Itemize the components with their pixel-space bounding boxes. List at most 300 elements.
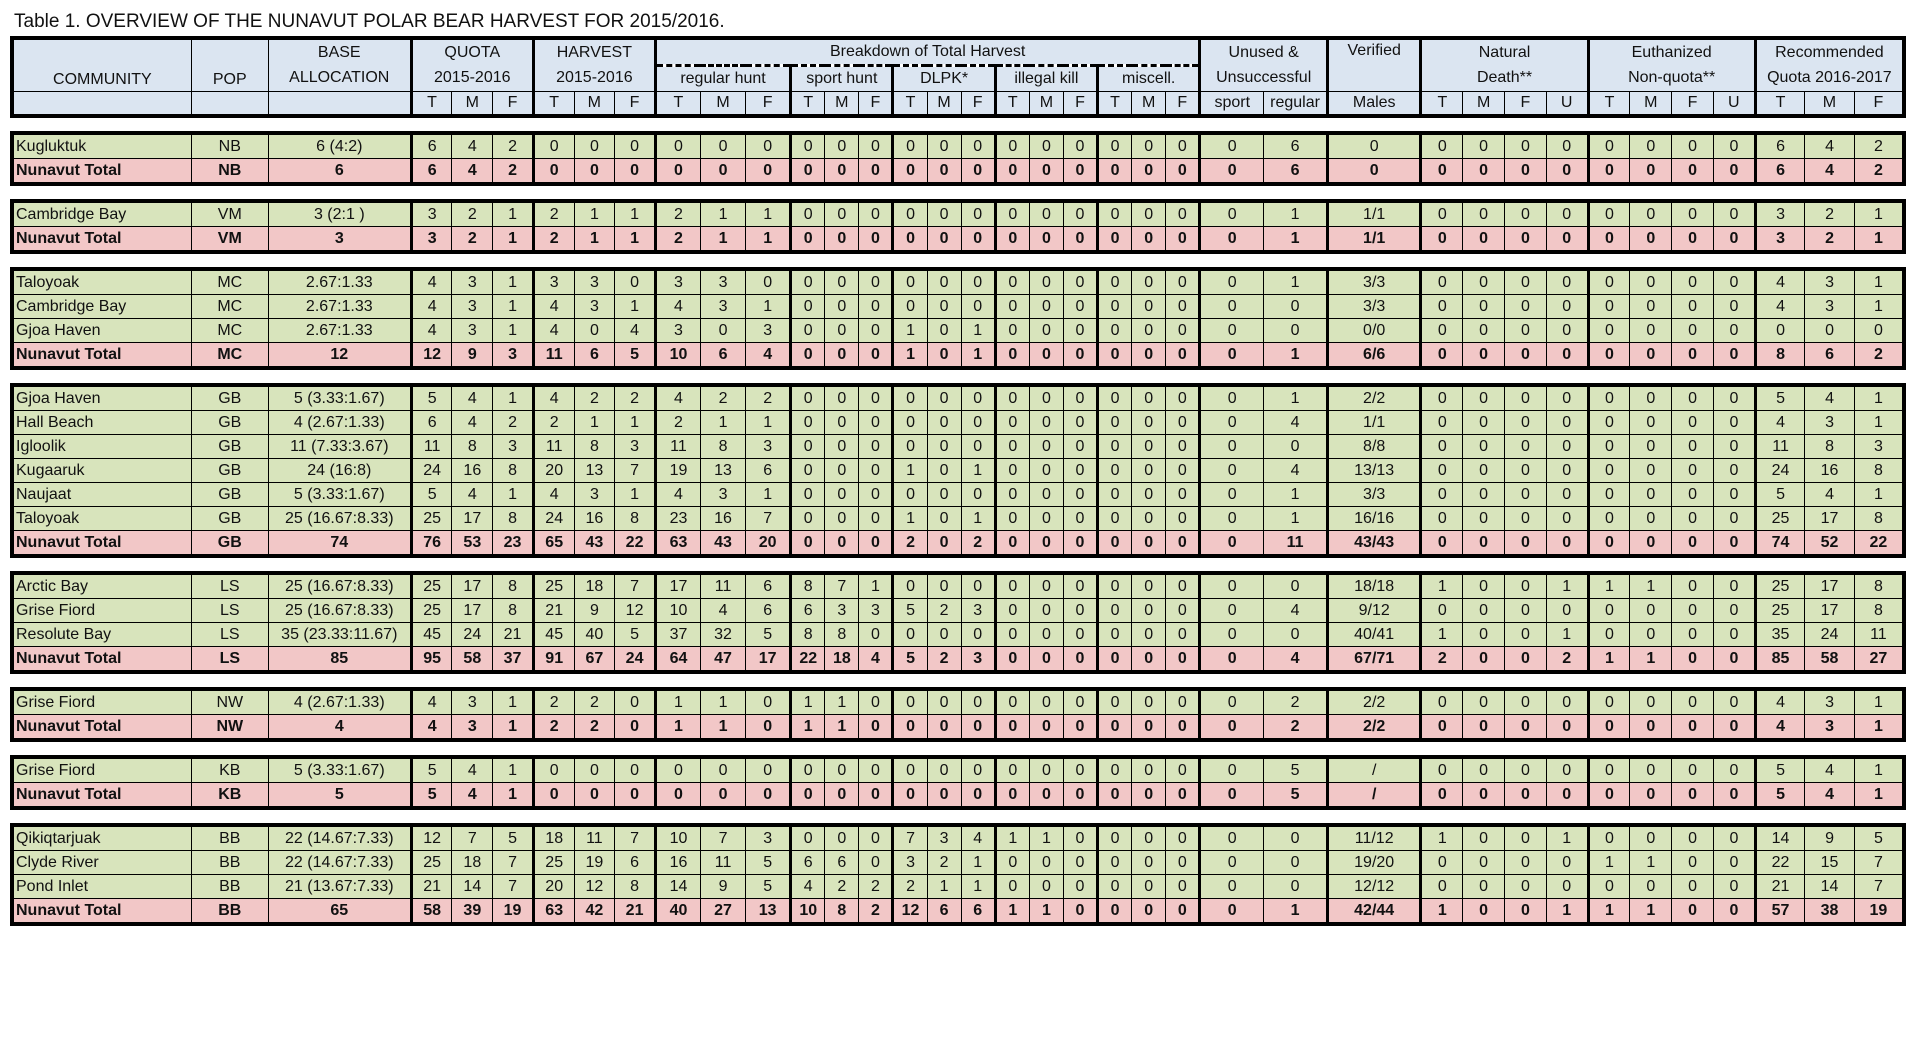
- cell-quota-m: 4: [452, 757, 493, 783]
- cell-base-allocation: 21 (13.67:7.33): [268, 875, 411, 899]
- cell-unused-regular: 4: [1264, 599, 1328, 623]
- cell-community: Nunavut Total: [12, 531, 191, 557]
- cell-miscell-t: 0: [1098, 783, 1132, 809]
- cell-natural-f: 0: [1505, 319, 1547, 343]
- cell-harvest-t: 11: [533, 435, 574, 459]
- cell-natural-t: 0: [1421, 385, 1463, 411]
- cell-natural-t: 0: [1421, 343, 1463, 369]
- cell-miscell-m: 0: [1132, 385, 1166, 411]
- cell-euth-t: 0: [1588, 269, 1630, 295]
- cell-euth-t: 0: [1588, 715, 1630, 741]
- cell-harvest-t: 11: [533, 343, 574, 369]
- cell-euth-m: 1: [1630, 851, 1672, 875]
- header-breakdown: Breakdown of Total Harvest: [655, 38, 1200, 66]
- cell-sport-m: 0: [825, 227, 859, 253]
- cell-unused-regular: 1: [1264, 385, 1328, 411]
- cell-sport-t: 0: [791, 159, 825, 185]
- cell-illegal-f: 0: [1063, 295, 1097, 319]
- cell-community: Cambridge Bay: [12, 201, 191, 227]
- cell-rec-t: 8: [1755, 343, 1805, 369]
- cell-natural-u: 0: [1546, 159, 1588, 185]
- cell-illegal-m: 0: [1029, 385, 1063, 411]
- cell-rec-f: 1: [1854, 295, 1904, 319]
- cell-euth-t: 0: [1588, 531, 1630, 557]
- cell-rec-m: 3: [1805, 689, 1855, 715]
- header-blank: [191, 92, 268, 117]
- cell-sport-t: 0: [791, 757, 825, 783]
- cell-rec-f: 8: [1854, 459, 1904, 483]
- cell-unused-sport: 0: [1200, 715, 1264, 741]
- cell-unused-sport: 0: [1200, 875, 1264, 899]
- header-t: T: [791, 92, 825, 117]
- cell-regular-f: 6: [746, 599, 791, 623]
- cell-sport-m: 1: [825, 715, 859, 741]
- cell-miscell-m: 0: [1132, 573, 1166, 599]
- cell-quota-m: 7: [452, 825, 493, 851]
- cell-rec-f: 1: [1854, 269, 1904, 295]
- cell-regular-f: 3: [746, 435, 791, 459]
- cell-community: Kugaaruk: [12, 459, 191, 483]
- cell-rec-f: 27: [1854, 647, 1904, 673]
- cell-unused-regular: 0: [1264, 295, 1328, 319]
- cell-quota-m: 9: [452, 343, 493, 369]
- harvest-table: [10, 36, 1906, 926]
- population-group: [10, 199, 1906, 254]
- cell-rec-m: 58: [1805, 647, 1855, 673]
- population-group: [10, 571, 1906, 674]
- cell-euth-u: 0: [1714, 319, 1756, 343]
- cell-illegal-t: 0: [995, 851, 1029, 875]
- cell-regular-t: 0: [655, 159, 700, 185]
- cell-verified-males: 0/0: [1327, 319, 1421, 343]
- cell-illegal-f: 0: [1063, 715, 1097, 741]
- cell-natural-u: 0: [1546, 201, 1588, 227]
- cell-sport-m: 0: [825, 483, 859, 507]
- cell-harvest-f: 0: [615, 715, 656, 741]
- cell-natural-m: 0: [1463, 385, 1505, 411]
- cell-miscell-m: 0: [1132, 295, 1166, 319]
- cell-sport-f: 0: [859, 227, 893, 253]
- header-verified-1: Verified: [1327, 38, 1420, 92]
- cell-dlpk-t: 5: [893, 647, 927, 673]
- cell-quota-f: 3: [493, 343, 534, 369]
- cell-euth-m: 0: [1630, 507, 1672, 531]
- cell-natural-m: 0: [1463, 599, 1505, 623]
- cell-miscell-t: 0: [1098, 507, 1132, 531]
- cell-natural-f: 0: [1505, 757, 1547, 783]
- total-row: [12, 343, 1904, 369]
- cell-miscell-f: 0: [1166, 269, 1200, 295]
- cell-pop: BB: [191, 825, 268, 851]
- cell-miscell-t: 0: [1098, 573, 1132, 599]
- cell-unused-sport: 0: [1200, 343, 1264, 369]
- cell-dlpk-t: 0: [893, 269, 927, 295]
- cell-community: Nunavut Total: [12, 647, 191, 673]
- header-community: COMMUNITY: [12, 38, 191, 92]
- cell-natural-t: 0: [1421, 319, 1463, 343]
- cell-unused-sport: 0: [1200, 573, 1264, 599]
- cell-harvest-m: 40: [574, 623, 615, 647]
- cell-harvest-f: 0: [615, 757, 656, 783]
- cell-dlpk-t: 2: [893, 875, 927, 899]
- cell-rec-t: 25: [1755, 599, 1805, 623]
- cell-euth-f: 0: [1672, 269, 1714, 295]
- cell-miscell-t: 0: [1098, 757, 1132, 783]
- cell-euth-u: 0: [1714, 159, 1756, 185]
- cell-natural-t: 1: [1421, 573, 1463, 599]
- cell-unused-regular: 0: [1264, 623, 1328, 647]
- cell-base-allocation: 2.67:1.33: [268, 269, 411, 295]
- table-row: [12, 483, 1904, 507]
- header-m: M: [927, 92, 961, 117]
- cell-rec-t: 25: [1755, 573, 1805, 599]
- cell-illegal-t: 0: [995, 385, 1029, 411]
- cell-pop: NB: [191, 159, 268, 185]
- cell-illegal-f: 0: [1063, 343, 1097, 369]
- cell-rec-t: 85: [1755, 647, 1805, 673]
- cell-quota-m: 4: [452, 385, 493, 411]
- cell-sport-m: 3: [825, 599, 859, 623]
- header-m: M: [825, 92, 859, 117]
- cell-base-allocation: 25 (16.67:8.33): [268, 507, 411, 531]
- cell-unused-sport: 0: [1200, 531, 1264, 557]
- cell-natural-u: 1: [1546, 573, 1588, 599]
- cell-harvest-f: 1: [615, 201, 656, 227]
- cell-miscell-m: 0: [1132, 227, 1166, 253]
- cell-miscell-m: 0: [1132, 715, 1166, 741]
- cell-miscell-t: 0: [1098, 531, 1132, 557]
- cell-sport-t: 0: [791, 459, 825, 483]
- cell-unused-regular: 4: [1264, 411, 1328, 435]
- cell-quota-t: 5: [411, 783, 452, 809]
- cell-dlpk-f: 0: [961, 623, 995, 647]
- cell-base-allocation: 3 (2:1 ): [268, 201, 411, 227]
- cell-rec-t: 4: [1755, 295, 1805, 319]
- population-group: [10, 687, 1906, 742]
- cell-rec-t: 22: [1755, 851, 1805, 875]
- cell-unused-sport: 0: [1200, 483, 1264, 507]
- cell-illegal-f: 0: [1063, 623, 1097, 647]
- cell-illegal-f: 0: [1063, 825, 1097, 851]
- cell-rec-m: 0: [1805, 319, 1855, 343]
- cell-quota-m: 3: [452, 295, 493, 319]
- cell-sport-f: 0: [859, 757, 893, 783]
- cell-harvest-m: 11: [574, 825, 615, 851]
- cell-illegal-m: 0: [1029, 507, 1063, 531]
- header-unused-2: Unsuccessful: [1200, 66, 1328, 92]
- cell-base-allocation: 3: [268, 227, 411, 253]
- cell-dlpk-f: 0: [961, 411, 995, 435]
- cell-miscell-m: 0: [1132, 875, 1166, 899]
- cell-harvest-f: 7: [615, 573, 656, 599]
- cell-illegal-f: 0: [1063, 573, 1097, 599]
- cell-base-allocation: 6: [268, 159, 411, 185]
- cell-rec-m: 8: [1805, 435, 1855, 459]
- cell-illegal-f: 0: [1063, 411, 1097, 435]
- cell-illegal-t: 0: [995, 531, 1029, 557]
- cell-rec-t: 6: [1755, 133, 1805, 159]
- cell-community: Hall Beach: [12, 411, 191, 435]
- cell-euth-m: 0: [1630, 385, 1672, 411]
- cell-regular-m: 11: [701, 573, 746, 599]
- cell-base-allocation: 65: [268, 899, 411, 925]
- cell-dlpk-t: 1: [893, 319, 927, 343]
- cell-sport-f: 0: [859, 201, 893, 227]
- table-title: Table 1. OVERVIEW OF THE NUNAVUT POLAR BEAR HARVEST FOR 2015/2016.: [14, 11, 725, 32]
- cell-illegal-t: 0: [995, 459, 1029, 483]
- cell-quota-m: 39: [452, 899, 493, 925]
- cell-miscell-f: 0: [1166, 623, 1200, 647]
- cell-natural-f: 0: [1505, 385, 1547, 411]
- cell-dlpk-m: 0: [927, 573, 961, 599]
- cell-natural-m: 0: [1463, 319, 1505, 343]
- header-base-1: BASE: [268, 38, 411, 66]
- cell-verified-males: 11/12: [1327, 825, 1421, 851]
- cell-euth-t: 1: [1588, 851, 1630, 875]
- cell-rec-m: 17: [1805, 573, 1855, 599]
- cell-euth-m: 0: [1630, 435, 1672, 459]
- cell-unused-regular: 2: [1264, 715, 1328, 741]
- population-group: [10, 823, 1906, 926]
- cell-harvest-t: 2: [533, 411, 574, 435]
- cell-miscell-t: 0: [1098, 319, 1132, 343]
- cell-illegal-m: 0: [1029, 133, 1063, 159]
- cell-natural-m: 0: [1463, 343, 1505, 369]
- cell-miscell-f: 0: [1166, 385, 1200, 411]
- cell-sport-f: 2: [859, 875, 893, 899]
- cell-verified-males: 67/71: [1327, 647, 1421, 673]
- cell-miscell-t: 0: [1098, 689, 1132, 715]
- cell-miscell-t: 0: [1098, 435, 1132, 459]
- cell-natural-m: 0: [1463, 411, 1505, 435]
- cell-harvest-m: 3: [574, 269, 615, 295]
- cell-sport-m: 0: [825, 343, 859, 369]
- cell-rec-f: 1: [1854, 227, 1904, 253]
- cell-community: Gjoa Haven: [12, 319, 191, 343]
- cell-rec-t: 4: [1755, 411, 1805, 435]
- cell-harvest-m: 6: [574, 343, 615, 369]
- cell-community: Taloyoak: [12, 269, 191, 295]
- cell-dlpk-m: 3: [927, 825, 961, 851]
- cell-sport-f: 0: [859, 715, 893, 741]
- cell-miscell-m: 0: [1132, 201, 1166, 227]
- cell-sport-t: 22: [791, 647, 825, 673]
- cell-quota-t: 25: [411, 851, 452, 875]
- cell-euth-m: 0: [1630, 269, 1672, 295]
- cell-regular-m: 1: [701, 201, 746, 227]
- cell-illegal-m: 0: [1029, 269, 1063, 295]
- cell-regular-f: 7: [746, 507, 791, 531]
- cell-regular-f: 1: [746, 411, 791, 435]
- cell-miscell-m: 0: [1132, 435, 1166, 459]
- cell-regular-m: 32: [701, 623, 746, 647]
- cell-unused-sport: 0: [1200, 201, 1264, 227]
- header-m: M: [574, 92, 615, 117]
- cell-rec-f: 2: [1854, 133, 1904, 159]
- cell-quota-f: 1: [493, 783, 534, 809]
- cell-illegal-f: 0: [1063, 269, 1097, 295]
- cell-regular-m: 7: [701, 825, 746, 851]
- cell-harvest-t: 20: [533, 875, 574, 899]
- cell-natural-t: 0: [1421, 757, 1463, 783]
- cell-illegal-m: 0: [1029, 689, 1063, 715]
- cell-miscell-m: 0: [1132, 757, 1166, 783]
- cell-illegal-m: 0: [1029, 573, 1063, 599]
- cell-miscell-f: 0: [1166, 411, 1200, 435]
- cell-pop: GB: [191, 435, 268, 459]
- cell-natural-f: 0: [1505, 851, 1547, 875]
- cell-euth-m: 0: [1630, 531, 1672, 557]
- cell-euth-u: 0: [1714, 599, 1756, 623]
- cell-regular-f: 3: [746, 319, 791, 343]
- cell-sport-f: 0: [859, 435, 893, 459]
- table-row: [12, 851, 1904, 875]
- cell-harvest-t: 3: [533, 269, 574, 295]
- cell-dlpk-m: 0: [927, 269, 961, 295]
- cell-regular-m: 0: [701, 757, 746, 783]
- cell-harvest-f: 1: [615, 483, 656, 507]
- cell-rec-m: 9: [1805, 825, 1855, 851]
- cell-pop: BB: [191, 851, 268, 875]
- cell-euth-f: 0: [1672, 757, 1714, 783]
- cell-miscell-f: 0: [1166, 899, 1200, 925]
- cell-rec-t: 35: [1755, 623, 1805, 647]
- cell-base-allocation: 2.67:1.33: [268, 319, 411, 343]
- cell-euth-t: 0: [1588, 875, 1630, 899]
- cell-natural-t: 0: [1421, 507, 1463, 531]
- cell-regular-m: 1: [701, 411, 746, 435]
- cell-natural-t: 1: [1421, 825, 1463, 851]
- cell-illegal-f: 0: [1063, 875, 1097, 899]
- cell-natural-f: 0: [1505, 875, 1547, 899]
- cell-regular-m: 0: [701, 133, 746, 159]
- cell-rec-m: 4: [1805, 757, 1855, 783]
- cell-illegal-t: 0: [995, 201, 1029, 227]
- cell-quota-t: 58: [411, 899, 452, 925]
- cell-illegal-t: 0: [995, 227, 1029, 253]
- cell-regular-t: 0: [655, 757, 700, 783]
- table-row: [12, 133, 1904, 159]
- cell-rec-f: 1: [1854, 385, 1904, 411]
- cell-illegal-m: 0: [1029, 851, 1063, 875]
- cell-regular-m: 2: [701, 385, 746, 411]
- cell-dlpk-t: 2: [893, 531, 927, 557]
- population-groups: [10, 131, 1906, 926]
- cell-community: Gjoa Haven: [12, 385, 191, 411]
- cell-sport-f: 0: [859, 825, 893, 851]
- cell-dlpk-f: 0: [961, 783, 995, 809]
- cell-miscell-f: 0: [1166, 875, 1200, 899]
- cell-verified-males: 1/1: [1327, 411, 1421, 435]
- cell-natural-f: 0: [1505, 623, 1547, 647]
- cell-harvest-f: 22: [615, 531, 656, 557]
- cell-euth-f: 0: [1672, 507, 1714, 531]
- cell-quota-f: 3: [493, 435, 534, 459]
- cell-harvest-m: 16: [574, 507, 615, 531]
- cell-dlpk-t: 1: [893, 343, 927, 369]
- cell-euth-f: 0: [1672, 483, 1714, 507]
- cell-pop: GB: [191, 459, 268, 483]
- cell-natural-m: 0: [1463, 295, 1505, 319]
- cell-natural-t: 0: [1421, 531, 1463, 557]
- cell-illegal-t: 0: [995, 483, 1029, 507]
- header-m: M: [452, 92, 493, 117]
- cell-regular-t: 37: [655, 623, 700, 647]
- cell-euth-f: 0: [1672, 599, 1714, 623]
- cell-dlpk-t: 0: [893, 133, 927, 159]
- cell-euth-t: 1: [1588, 899, 1630, 925]
- cell-pop: LS: [191, 623, 268, 647]
- cell-illegal-m: 0: [1029, 159, 1063, 185]
- cell-quota-m: 8: [452, 435, 493, 459]
- cell-unused-regular: 11: [1264, 531, 1328, 557]
- cell-sport-m: 6: [825, 851, 859, 875]
- cell-pop: GB: [191, 411, 268, 435]
- cell-harvest-m: 12: [574, 875, 615, 899]
- cell-base-allocation: 35 (23.33:11.67): [268, 623, 411, 647]
- cell-quota-f: 8: [493, 459, 534, 483]
- cell-euth-m: 0: [1630, 715, 1672, 741]
- cell-unused-regular: 4: [1264, 459, 1328, 483]
- cell-miscell-t: 0: [1098, 599, 1132, 623]
- cell-regular-m: 0: [701, 159, 746, 185]
- cell-regular-m: 3: [701, 295, 746, 319]
- total-row: [12, 899, 1904, 925]
- cell-natural-f: 0: [1505, 201, 1547, 227]
- cell-euth-t: 0: [1588, 689, 1630, 715]
- cell-unused-sport: 0: [1200, 647, 1264, 673]
- cell-miscell-f: 0: [1166, 531, 1200, 557]
- cell-quota-m: 4: [452, 159, 493, 185]
- cell-regular-m: 16: [701, 507, 746, 531]
- cell-illegal-t: 0: [995, 623, 1029, 647]
- cell-sport-t: 0: [791, 507, 825, 531]
- cell-miscell-t: 0: [1098, 411, 1132, 435]
- header-m: M: [1630, 92, 1672, 117]
- cell-unused-regular: 1: [1264, 269, 1328, 295]
- cell-quota-f: 1: [493, 715, 534, 741]
- cell-regular-m: 8: [701, 435, 746, 459]
- cell-rec-t: 4: [1755, 269, 1805, 295]
- cell-base-allocation: 24 (16:8): [268, 459, 411, 483]
- cell-dlpk-t: 0: [893, 573, 927, 599]
- cell-quota-t: 25: [411, 573, 452, 599]
- cell-dlpk-t: 3: [893, 851, 927, 875]
- cell-quota-t: 12: [411, 343, 452, 369]
- cell-natural-u: 0: [1546, 411, 1588, 435]
- cell-natural-t: 0: [1421, 851, 1463, 875]
- cell-dlpk-m: 0: [927, 531, 961, 557]
- cell-miscell-f: 0: [1166, 689, 1200, 715]
- cell-miscell-m: 0: [1132, 343, 1166, 369]
- cell-natural-u: 0: [1546, 875, 1588, 899]
- cell-verified-males: 0: [1327, 159, 1421, 185]
- cell-natural-m: 0: [1463, 875, 1505, 899]
- cell-euth-f: 0: [1672, 133, 1714, 159]
- cell-regular-m: 43: [701, 531, 746, 557]
- total-row: [12, 783, 1904, 809]
- cell-dlpk-m: 0: [927, 689, 961, 715]
- cell-regular-f: 6: [746, 573, 791, 599]
- cell-regular-f: 0: [746, 715, 791, 741]
- cell-unused-regular: 2: [1264, 689, 1328, 715]
- cell-rec-m: 38: [1805, 899, 1855, 925]
- cell-dlpk-t: 0: [893, 159, 927, 185]
- cell-dlpk-f: 4: [961, 825, 995, 851]
- cell-rec-m: 52: [1805, 531, 1855, 557]
- cell-miscell-m: 0: [1132, 647, 1166, 673]
- cell-quota-m: 3: [452, 319, 493, 343]
